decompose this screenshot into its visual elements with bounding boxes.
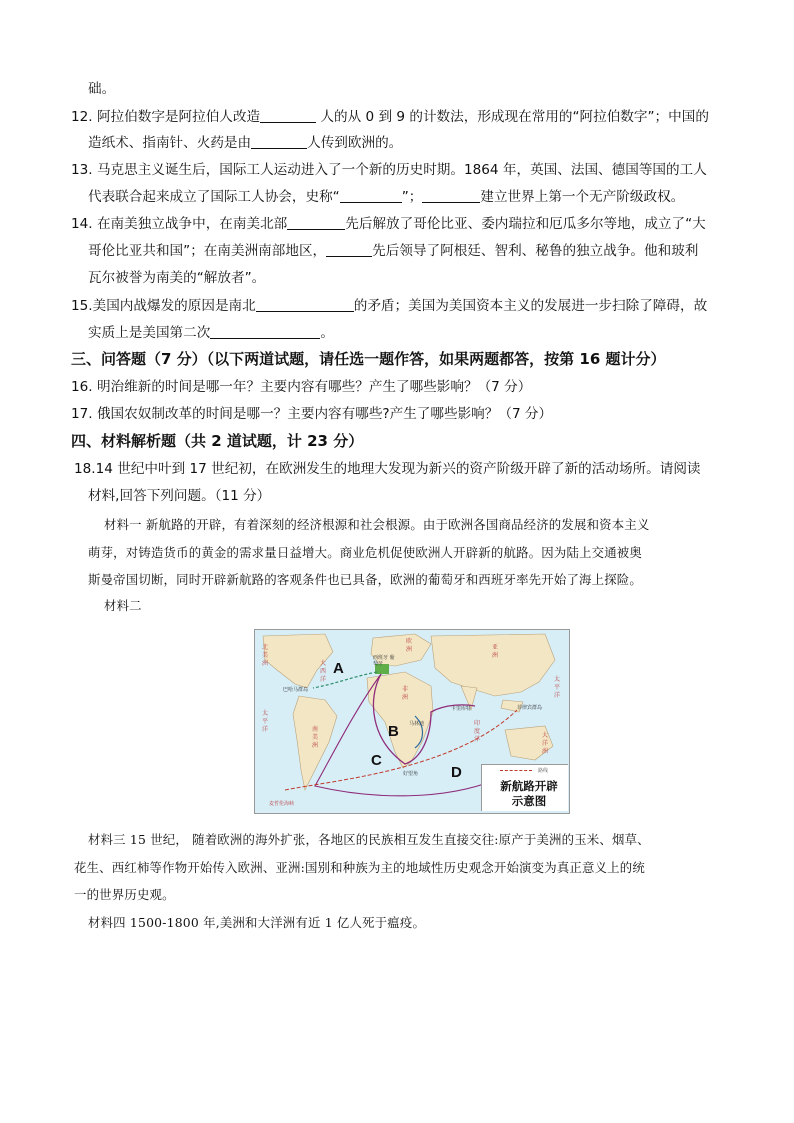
question-13-line2 — [88, 188, 684, 206]
text: 14. 在南美独立战争中，在南美北部 — [71, 216, 288, 232]
place-philippines: 菲律宾群岛 — [517, 705, 543, 711]
map-caption-box — [481, 764, 568, 811]
ocean-label-africa: 非洲 — [401, 686, 408, 701]
new-routes-map — [254, 629, 570, 814]
answer-blank[interactable] — [256, 297, 354, 312]
text: 建立世界上第一个无产阶级政权。 — [480, 189, 685, 205]
text: 人传到欧洲的。 — [307, 135, 403, 151]
text: 12. 阿拉伯数字是阿拉伯人改造 — [71, 109, 261, 125]
text: 13. 马克思主义诞生后，国际工人运动进入了一个新的历史时期。1864 年，英国、法国、德国等国的工人 — [71, 162, 707, 178]
text: 三、问答题（7 分）（以下两道试题，请任选一题作答，如果两题都答，按第 16 题计分） — [71, 350, 666, 368]
place-malindi: 马林迪 — [409, 721, 425, 727]
text: 先后解放了哥伦比亚、委内瑞拉和厄瓜多尔等地，成立了“大 — [345, 216, 706, 232]
ocean-label-pacific-right: 太平洋 — [553, 676, 560, 699]
ocean-label-australia: 大洋洲 — [541, 732, 548, 755]
material-1-line1 — [104, 516, 650, 534]
question-18-line2 — [88, 487, 270, 505]
section-4-heading — [71, 432, 363, 450]
text: 材料一 新航路的开辟，有着深刻的经济根源和社会根源。由于欧洲各国商品经济的发展和资本主义 — [104, 517, 650, 532]
place-spain: 西班牙 葡萄牙 — [373, 655, 395, 667]
text: 16. 明治维新的时间是哪一年？主要内容有哪些？产生了哪些影响？（7 分） — [71, 379, 532, 395]
text: 花生、西红柿等作物开始传入欧洲、亚洲:国别和种族为主的地域性历史观念开始演变为真正意义上的统 — [74, 860, 645, 875]
question-14-line3 — [88, 269, 265, 287]
question-14-line2 — [88, 242, 698, 260]
answer-blank[interactable] — [422, 188, 480, 203]
text: 代表联合起来成立了国际工人协会，史称“ — [88, 189, 340, 205]
place-bahamas: 巴哈马群岛 — [283, 687, 309, 693]
text: 18.14 世纪中叶到 17 世纪初，在欧洲发生的地理大发现为新兴的资产阶级开辟了新的活动场所。请阅读 — [74, 461, 701, 477]
text: 斯曼帝国切断，同时开辟新航路的客观条件也已具备，欧洲的葡萄牙和西班牙率先开始了海上探险。 — [88, 572, 642, 587]
ocean-label-indian: 印度洋 — [473, 720, 480, 743]
text: 人的从 0 到 9 的计数法，形成现在常用的“阿拉伯数字”；中国的 — [316, 109, 709, 125]
text: 。 — [320, 325, 334, 341]
map-caption: 新航路开辟示意图 — [500, 779, 558, 808]
text: 础。 — [88, 81, 116, 97]
question-13-line1 — [71, 161, 707, 179]
map-label-c: C — [371, 752, 382, 769]
strait-label: 麦哲伦海峡 — [269, 801, 295, 807]
question-17 — [71, 405, 552, 423]
material-2-label — [104, 597, 142, 615]
answer-blank[interactable] — [326, 242, 372, 257]
text: ”； — [401, 189, 423, 205]
ocean-label-asia: 亚洲 — [491, 644, 498, 659]
legend-text: 路线 — [538, 768, 549, 774]
text: 萌芽，对铸造货币的黄金的需求量日益增大。商业危机促使欧洲人开辟新的航路。因为陆上交通被奥 — [88, 545, 642, 560]
ocean-label-s-america: 南美洲 — [311, 726, 318, 749]
section-3-heading — [71, 350, 665, 368]
text: 17. 俄国农奴制改革的时间是哪一？主要内容有哪些?产生了哪些影响？（7 分） — [71, 406, 553, 422]
text: 材料四 1500-1800 年,美洲和大洋洲有近 1 亿人死于瘟疫。 — [88, 915, 426, 930]
question-15-line1 — [71, 297, 707, 315]
material-1-line3 — [88, 571, 642, 589]
ocean-label-pacific-left: 太平洋 — [261, 710, 268, 733]
question-16 — [71, 378, 531, 396]
question-12-line2 — [88, 134, 402, 152]
text: 先后领导了阿根廷、智利、秘鲁的独立战争。他和玻利 — [372, 243, 699, 259]
answer-blank[interactable] — [210, 324, 320, 339]
question-14-line1 — [71, 215, 706, 233]
answer-blank[interactable] — [287, 215, 345, 230]
text: 15.美国内战爆发的原因是南北 — [71, 298, 256, 314]
map-label-a: A — [333, 660, 344, 677]
question-15-line2 — [88, 324, 334, 342]
ocean-label-n-america: 北美洲 — [261, 644, 268, 667]
text: 材料三 15 世纪， 随着欧洲的海外扩张，各地区的民族相互发生直接交往:原产于美洲的玉米、烟草、 — [88, 832, 650, 847]
text: 瓦尔被誉为南美的“解放者”。 — [88, 270, 266, 286]
text: 一的世界历史观。 — [74, 887, 175, 902]
question-18-line1 — [74, 460, 701, 478]
text: 四、材料解析题（共 2 道试题，计 23 分） — [71, 432, 364, 450]
place-calicut: 卡里库特 — [451, 706, 472, 712]
text: 实质上是美国第二次 — [88, 325, 211, 341]
text: 材料二 — [104, 598, 142, 613]
answer-blank[interactable] — [340, 188, 402, 203]
answer-blank[interactable] — [260, 108, 316, 123]
answer-blank[interactable] — [251, 134, 307, 149]
text: 造纸术、指南针、火药是由 — [88, 135, 252, 151]
ocean-label-europe: 欧洲 — [405, 638, 412, 653]
text: 材料,回答下列问题。（11 分） — [88, 488, 271, 504]
map-label-b: B — [388, 723, 399, 740]
place-cape: 好望角 — [403, 771, 419, 777]
continued-line — [88, 80, 115, 98]
material-1-line2 — [88, 544, 642, 562]
legend-line — [500, 770, 532, 771]
material-3-line1 — [88, 831, 650, 849]
ocean-label-atlantic: 大西洋 — [319, 660, 326, 683]
material-3-line3 — [74, 886, 175, 904]
map-label-d: D — [451, 764, 462, 781]
material-3-line2 — [74, 859, 645, 877]
material-4 — [88, 914, 425, 932]
question-12-line1 — [71, 108, 709, 126]
text: 的矛盾；美国为美国资本主义的发展进一步扫除了障碍，故 — [353, 298, 708, 314]
text: 哥伦比亚共和国”；在南美洲南部地区， — [88, 243, 327, 259]
